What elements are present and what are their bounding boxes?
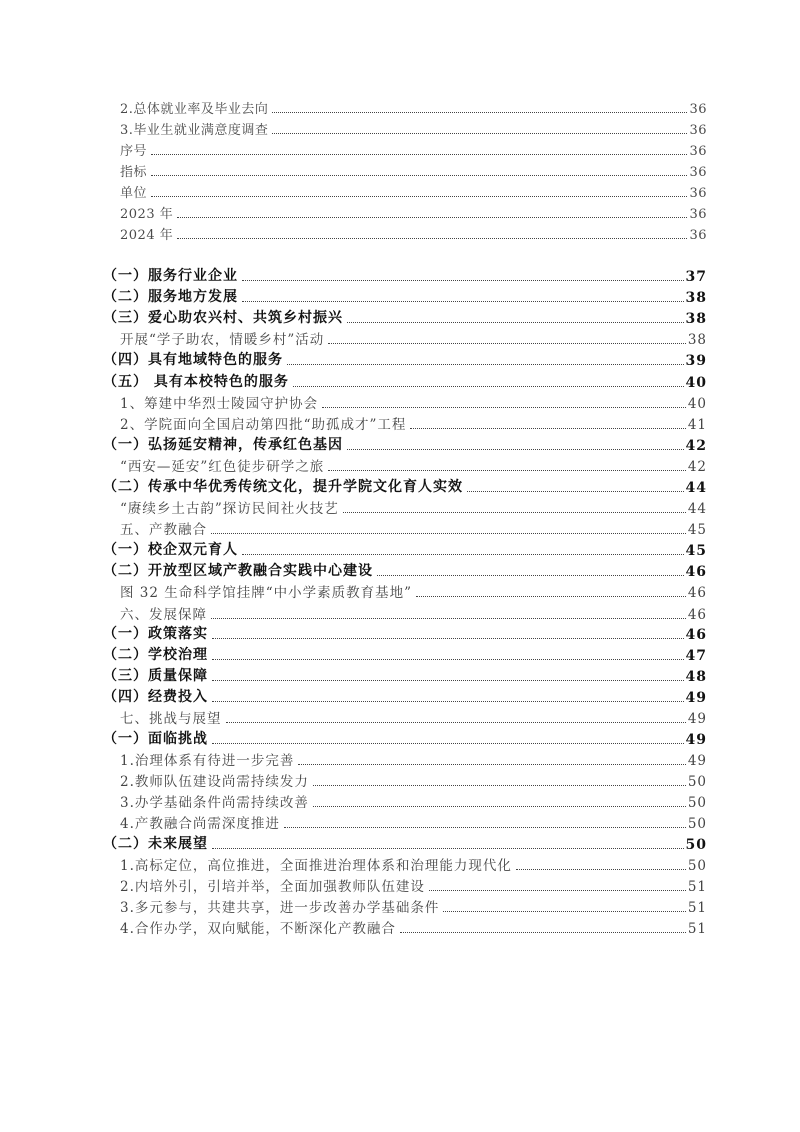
toc-entry[interactable]	[103, 622, 707, 643]
toc-entry-title: 2024 年	[120, 228, 174, 243]
dot-leader	[293, 385, 684, 387]
toc-entry[interactable]	[120, 201, 707, 222]
toc-entry-title: 1、筹建中华烈士陵园守护协会	[120, 396, 319, 412]
toc-entry-page: 36	[689, 123, 707, 138]
toc-entry[interactable]	[120, 706, 707, 727]
toc-entry[interactable]	[120, 454, 707, 475]
dot-leader	[328, 469, 686, 471]
toc-entry-page: 45	[685, 543, 707, 559]
toc-entry[interactable]	[103, 664, 707, 685]
toc-entry[interactable]	[120, 602, 707, 623]
toc-entry[interactable]	[103, 643, 707, 664]
toc-entry[interactable]	[120, 916, 707, 937]
toc-entry-title: 3.办学基础条件尚需持续改善	[120, 795, 309, 811]
toc-entry-title: 五、产教融合	[120, 522, 207, 538]
dot-leader	[226, 721, 686, 723]
toc-entry-page: 49	[685, 732, 707, 748]
toc-entry-page: 46	[685, 564, 707, 580]
toc-entry[interactable]	[120, 748, 707, 769]
toc-entry[interactable]	[120, 895, 707, 916]
toc-entry-page: 38	[685, 290, 707, 306]
toc-entry-title: （一）政策落实	[103, 626, 208, 642]
toc-entry[interactable]	[120, 391, 707, 412]
toc-entry-title: （三）质量保障	[103, 668, 208, 684]
toc-entry-title: 3.多元参与，共建共享，进一步改善办学基础条件	[120, 900, 440, 916]
toc-entry-title: 1.治理体系有待进一步完善	[120, 753, 295, 769]
dot-leader	[284, 826, 686, 828]
dot-leader	[416, 595, 686, 597]
toc-entry-page: 50	[687, 795, 707, 811]
toc-entry-page: 42	[687, 459, 707, 475]
toc-entry-page: 37	[685, 269, 707, 285]
toc-entry-title: 2.内培外引，引培并举，全面加强教师队伍建设	[120, 879, 425, 895]
dot-leader	[377, 574, 684, 576]
toc-entry-title: （二）开放型区域产教融合实践中心建设	[103, 563, 373, 579]
dot-leader	[242, 300, 684, 302]
toc-entry[interactable]	[103, 370, 707, 391]
toc-entry-title: 3.毕业生就业满意度调查	[120, 123, 269, 138]
toc-entry[interactable]	[103, 559, 707, 580]
toc-entry-title: 4.合作办学，双向赋能，不断深化产教融合	[120, 921, 396, 937]
toc-entry-page: 51	[687, 921, 707, 937]
toc-entry-title: （一）服务行业企业	[103, 268, 238, 284]
dot-leader	[212, 700, 684, 702]
toc-entry-title: （二）服务地方发展	[103, 289, 238, 305]
dot-leader	[347, 321, 684, 323]
toc-entry-page: 36	[689, 144, 707, 159]
dot-leader	[287, 363, 684, 365]
toc-entry-title: （四）具有地域特色的服务	[103, 352, 283, 368]
toc-entry-page: 49	[687, 711, 707, 727]
toc-entry[interactable]	[120, 853, 707, 874]
toc-entry-title: （一）校企双元育人	[103, 542, 238, 558]
dot-leader	[410, 427, 685, 429]
toc-entry-title: 2.总体就业率及毕业去向	[120, 102, 269, 117]
toc-entry[interactable]	[120, 874, 707, 895]
toc-entry-title: 1.高标定位，高位推进，全面推进治理体系和治理能力现代化	[120, 858, 512, 874]
toc-entry-title: 六、发展保障	[120, 607, 207, 623]
dot-leader	[347, 448, 684, 450]
toc-entry-page: 50	[687, 816, 707, 832]
toc-entry-title: 序号	[120, 144, 148, 159]
toc-entry-title: （二）学校治理	[103, 647, 208, 663]
dot-leader	[151, 153, 687, 155]
toc-entry-page: 44	[687, 501, 707, 517]
toc-entry-page: 36	[689, 102, 707, 117]
dot-leader	[467, 490, 684, 492]
toc-entry-page: 38	[687, 332, 707, 348]
toc-entry-title: 图 32 生命科学馆挂牌“中小学素质教育基地”	[120, 585, 413, 601]
toc-entry-page: 50	[687, 774, 707, 790]
toc-entry[interactable]	[103, 306, 707, 327]
toc-entry-title: 七、挑战与展望	[120, 711, 222, 727]
dot-leader	[177, 216, 687, 218]
toc-entry-page: 51	[687, 900, 707, 916]
dot-leader	[343, 511, 686, 513]
toc-entry[interactable]	[120, 811, 707, 832]
toc-entry-page: 36	[689, 165, 707, 180]
toc-entry-page: 47	[685, 648, 707, 664]
toc-entry-page: 39	[685, 353, 707, 369]
toc-entry[interactable]	[103, 348, 707, 369]
toc-entry-title: （五） 具有本校特色的服务	[103, 374, 289, 390]
toc-entry-page: 36	[689, 207, 707, 222]
dot-leader	[516, 868, 686, 870]
toc-entry[interactable]	[120, 138, 707, 159]
toc-entry-title: （一）面临挑战	[103, 731, 208, 747]
dot-leader	[429, 889, 686, 891]
dot-leader	[313, 784, 686, 786]
toc-entry-page: 50	[685, 837, 707, 853]
toc-entry[interactable]	[120, 159, 707, 180]
dot-leader	[298, 763, 685, 765]
toc-entry-page: 49	[685, 690, 707, 706]
toc-entry-page: 50	[687, 858, 707, 874]
toc-entry-title: 2.教师队伍建设尚需持续发力	[120, 774, 309, 790]
dot-leader	[272, 111, 687, 113]
toc-entry[interactable]	[120, 117, 707, 138]
dot-leader	[151, 174, 687, 176]
dot-leader	[212, 658, 684, 660]
toc-entry[interactable]	[103, 285, 707, 306]
toc-entry[interactable]	[120, 96, 707, 117]
toc-entry-page: 46	[685, 627, 707, 643]
toc-entry-page: 36	[689, 186, 707, 201]
dot-leader	[443, 910, 685, 912]
dot-leader	[328, 342, 686, 344]
toc-entry[interactable]	[120, 327, 707, 348]
toc-entry-title: 开展“学子助农，情暖乡村”活动	[120, 332, 325, 348]
toc-entry-title: （二）传承中华优秀传统文化，提升学院文化育人实效	[103, 479, 463, 495]
dot-leader	[212, 679, 684, 681]
toc-entry[interactable]	[103, 727, 707, 748]
toc-entry-title: （一）弘扬延安精神，传承红色基因	[103, 437, 343, 453]
toc-entry-page: 38	[685, 311, 707, 327]
toc-entry-title: （四）经费投入	[103, 689, 208, 705]
toc-entry[interactable]	[120, 580, 707, 601]
toc-entry-page: 51	[687, 879, 707, 895]
dot-leader	[242, 279, 684, 281]
dot-leader	[151, 195, 687, 197]
toc-entry[interactable]	[103, 538, 707, 559]
dot-leader	[212, 742, 684, 744]
dot-leader	[212, 637, 684, 639]
toc-entry-page: 36	[689, 228, 707, 243]
toc-entry-title: 4.产教融合尚需深度推进	[120, 816, 280, 832]
toc-entry-title: 2023 年	[120, 207, 174, 222]
toc-entry[interactable]	[120, 769, 707, 790]
toc-entry-title: 2、学院面向全国启动第四批“助孤成才”工程	[120, 417, 407, 433]
dot-leader	[272, 132, 687, 134]
dot-leader	[212, 847, 684, 849]
toc-entry[interactable]	[120, 517, 707, 538]
dot-leader	[400, 931, 686, 933]
toc-entry-title: （二）未来展望	[103, 836, 208, 852]
toc-entry[interactable]	[103, 832, 707, 853]
dot-leader	[211, 532, 686, 534]
toc-entry-page: 49	[687, 753, 707, 769]
toc-entry[interactable]	[120, 412, 707, 433]
toc-entry-page: 45	[687, 522, 707, 538]
toc-entry[interactable]	[103, 685, 707, 706]
toc-entry-page: 41	[687, 417, 707, 433]
toc-entry-page: 46	[687, 607, 707, 623]
toc-entry-page: 46	[687, 585, 707, 601]
toc-entry-title: 指标	[120, 165, 148, 180]
toc-entry-title: （三）爱心助农兴村、共筑乡村振兴	[103, 310, 343, 326]
toc-entry-title: 单位	[120, 186, 148, 201]
toc-entry-page: 48	[685, 669, 707, 685]
toc-entry[interactable]	[120, 496, 707, 517]
toc-entry-title: “西安—延安”红色徒步研学之旅	[120, 459, 325, 475]
dot-leader	[322, 406, 686, 408]
dot-leader	[313, 805, 686, 807]
toc-entry[interactable]	[103, 433, 707, 454]
toc-entry-page: 44	[685, 480, 707, 496]
toc-entry[interactable]	[120, 790, 707, 811]
toc-entry[interactable]	[120, 222, 707, 243]
toc-entry-page: 40	[685, 375, 707, 391]
toc-entry[interactable]	[103, 264, 707, 285]
toc-entry-title: “赓续乡土古韵”探访民间社火技艺	[120, 501, 339, 517]
dot-leader	[242, 553, 684, 555]
dot-leader	[211, 617, 686, 619]
toc-entry[interactable]	[103, 475, 707, 496]
toc-entry[interactable]	[120, 180, 707, 201]
toc-entry-page: 40	[687, 396, 707, 412]
toc-entry-page: 42	[685, 438, 707, 454]
dot-leader	[177, 237, 687, 239]
